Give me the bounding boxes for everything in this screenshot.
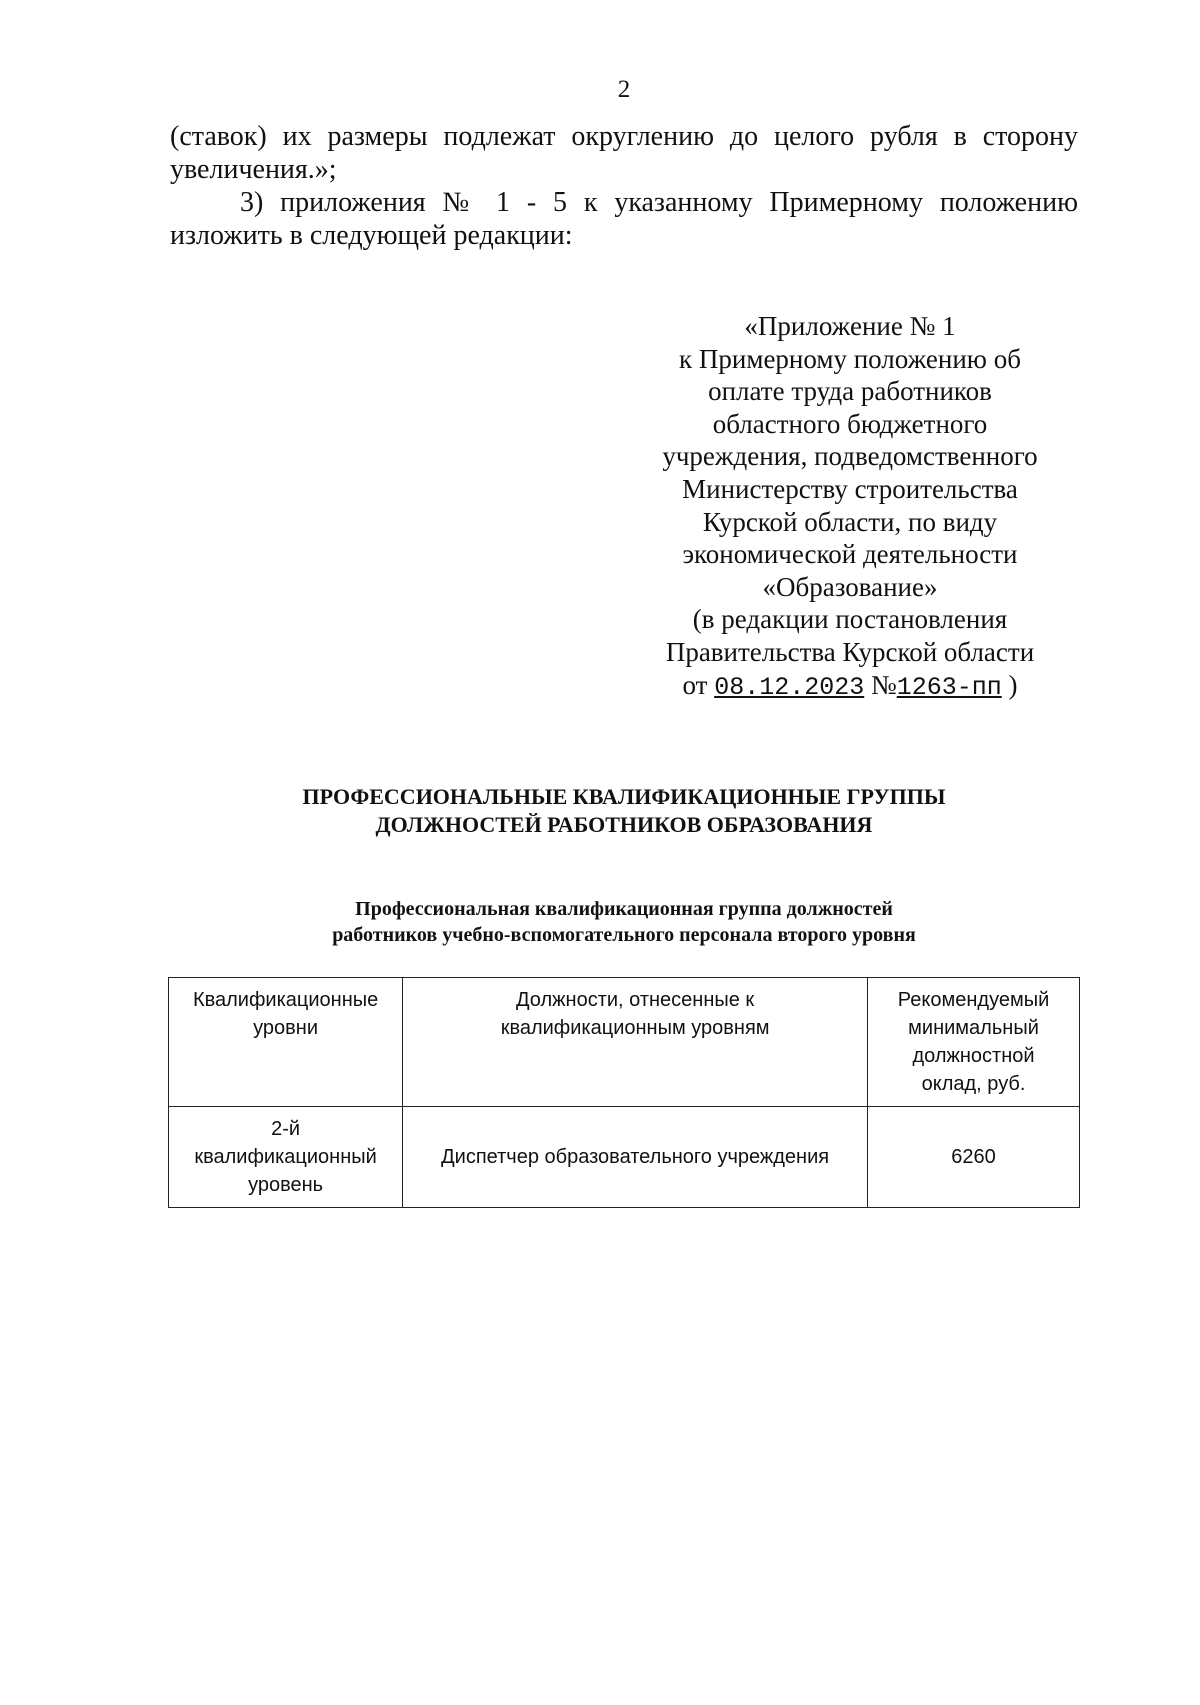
appendix-line: Правительства Курской области [665, 636, 1035, 667]
header-text: квалификационным уровням [500, 1017, 770, 1039]
resolution-date: 08.12.2023 [714, 672, 865, 702]
header-cell-levels [169, 978, 403, 1107]
header-text: должностной [912, 1045, 1035, 1067]
level-cell [169, 1107, 403, 1208]
header-text: оклад, руб. [921, 1073, 1026, 1095]
document-title [150, 783, 1098, 839]
appendix-date-line [640, 669, 1060, 705]
closing-paren: ) [1008, 669, 1018, 700]
page-number: 2 [617, 76, 631, 103]
level-text: уровень [248, 1174, 324, 1196]
appendix-line: «Приложение № 1 [744, 311, 956, 341]
header-cell-positions [403, 978, 868, 1107]
appendix-line: экономической деятельности [682, 539, 1018, 570]
paragraph-continuation: (ставок) их размеры подлежат округлению до целого рубля в сторону увеличения.»; [170, 121, 1078, 185]
header-text: минимальный [908, 1017, 1039, 1039]
level-text: 2-й [271, 1118, 301, 1140]
header-cell-salary [868, 978, 1080, 1107]
title-line: ПРОФЕССИОНАЛЬНЫЕ КВАЛИФИКАЦИОННЫЕ ГРУППЫ [302, 784, 946, 809]
appendix-line: областного бюджетного [712, 408, 988, 439]
qualification-table [168, 977, 1080, 1208]
title-line: ДОЛЖНОСТЕЙ РАБОТНИКОВ ОБРАЗОВАНИЯ [375, 812, 873, 837]
header-text: уровни [253, 1017, 319, 1039]
appendix-line: оплате труда работников [708, 376, 992, 407]
appendix-line: Министерству строительства [682, 473, 1018, 504]
appendix-line: Курской области, по виду [702, 506, 998, 537]
appendix-line: (в редакции постановления [692, 604, 1008, 635]
header-text: Должности, отнесенные к [516, 989, 755, 1011]
subtitle-line: Профессиональная квалификационная группа должностей [355, 898, 893, 920]
appendix-line: учреждения, подведомственного [662, 441, 1038, 472]
group-subtitle [150, 896, 1098, 948]
salary-cell: 6260 [868, 1107, 1080, 1208]
appendix-header [640, 310, 1060, 704]
table-row [169, 1107, 1080, 1208]
header-text: Рекомендуемый [897, 989, 1050, 1011]
resolution-number: 1263-пп [896, 672, 1002, 702]
date-prefix: от [682, 669, 708, 700]
appendix-line: к Примерному положению об [679, 343, 1021, 374]
paragraph-item-3: 3) приложения № 1 - 5 к указанному Примерному положению изложить в следующей редакции: [170, 187, 1078, 251]
header-text: Квалификационные [192, 989, 379, 1011]
subtitle-line: работников учебно-вспомогательного персонала второго уровня [332, 924, 916, 946]
level-text: квалификационный [194, 1146, 377, 1168]
number-sign: № [870, 669, 897, 700]
table-header-row [169, 978, 1080, 1107]
appendix-line: «Образование» [762, 571, 938, 602]
position-cell: Диспетчер образовательного учреждения [403, 1107, 868, 1208]
